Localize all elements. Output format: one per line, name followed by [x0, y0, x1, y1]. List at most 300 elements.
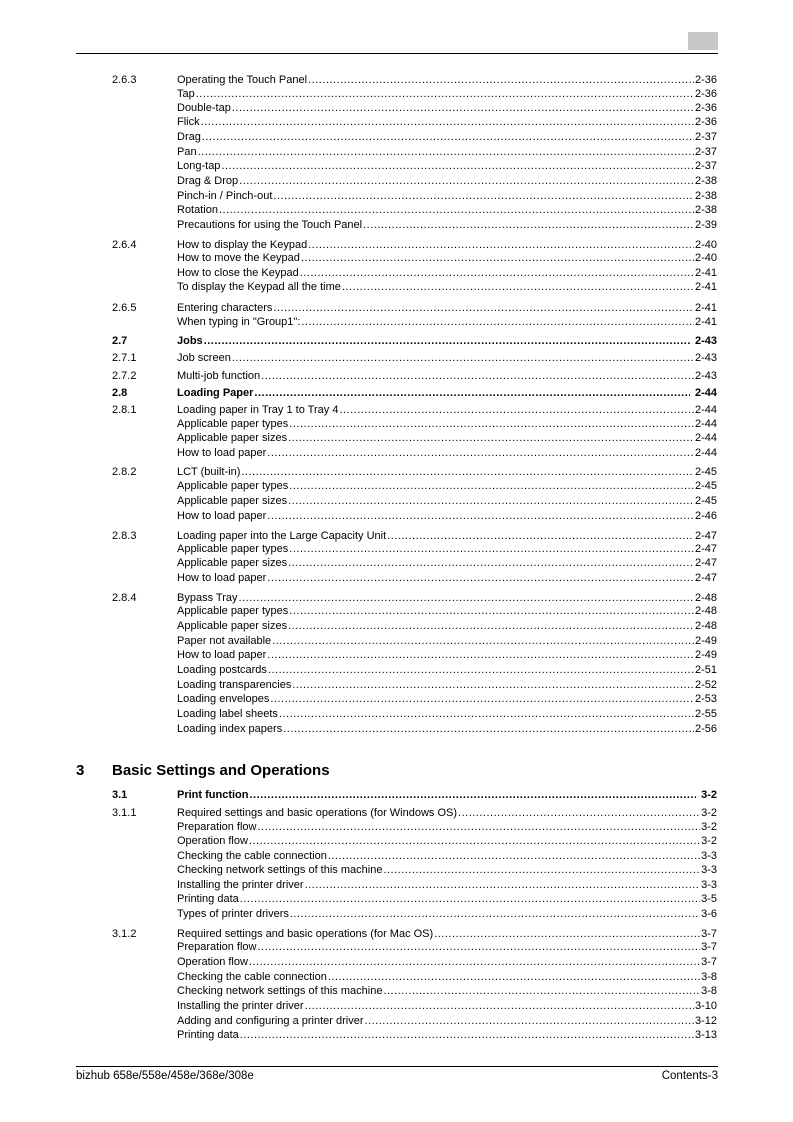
- toc-page-number: 3-12: [694, 1015, 717, 1027]
- toc-entry-line: [177, 849, 717, 863]
- toc-page-number: 2-44: [694, 404, 717, 416]
- toc-entry-title: Applicable paper sizes: [177, 432, 288, 444]
- toc-entry-line: [177, 619, 717, 633]
- toc-subentry[interactable]: [0, 145, 793, 159]
- toc-entry-title: Pinch-in / Pinch-out: [177, 190, 273, 202]
- toc-entry-title: Double-tap: [177, 102, 231, 114]
- toc-dot-leader: [232, 351, 694, 365]
- toc-subentry[interactable]: [0, 878, 793, 892]
- toc-entry-line: [177, 238, 717, 252]
- toc-dot-leader: [258, 940, 701, 954]
- toc-dot-leader: [198, 145, 694, 159]
- toc-subentry[interactable]: [0, 251, 793, 265]
- toc-entry-line: [177, 446, 717, 460]
- toc-page-number: 2-36: [694, 102, 717, 114]
- toc-entry-line: [177, 984, 717, 998]
- toc-entry-line: [177, 604, 717, 618]
- toc-dot-leader: [300, 266, 694, 280]
- toc-dot-leader: [268, 663, 694, 677]
- toc-entry-title: How to load paper: [177, 572, 267, 584]
- toc-section-number: 2.8.1: [112, 404, 137, 416]
- toc-entry-line: [177, 722, 717, 736]
- toc-page-number: 2-44: [694, 418, 717, 430]
- toc-entry-line: [177, 479, 717, 493]
- footer-product-name: bizhub 658e/558e/458e/368e/308e: [76, 1070, 254, 1082]
- toc-entry-line: [177, 203, 717, 217]
- toc-dot-leader: [289, 542, 694, 556]
- toc-entry-line: [177, 820, 717, 834]
- toc-entry-title: Loading transparencies: [177, 679, 292, 691]
- toc-entry-line: [177, 892, 717, 906]
- toc-dot-leader: [288, 619, 694, 633]
- toc-dot-leader: [254, 386, 690, 400]
- toc-subentry[interactable]: [0, 189, 793, 203]
- footer-divider: [76, 1066, 718, 1067]
- toc-dot-leader: [365, 1014, 694, 1028]
- toc-entry-title: Loading postcards: [177, 664, 267, 676]
- toc-dot-leader: [221, 159, 694, 173]
- toc-section-entry[interactable]: [0, 529, 793, 543]
- toc-page-number: 3-2: [701, 807, 717, 819]
- toc-subentry[interactable]: [0, 722, 793, 736]
- toc-dot-leader: [387, 529, 694, 543]
- toc-entry-line: [177, 542, 717, 556]
- toc-entry-line: [177, 130, 717, 144]
- toc-dot-leader: [273, 301, 694, 315]
- toc-subentry[interactable]: [0, 634, 793, 648]
- toc-subentry[interactable]: [0, 663, 793, 677]
- toc-entry-title: Print function: [177, 789, 249, 801]
- toc-entry-line: [177, 571, 717, 585]
- toc-page-number: 2-37: [694, 131, 717, 143]
- toc-dot-leader: [267, 446, 694, 460]
- toc-page-number: 2-47: [694, 530, 717, 542]
- toc-page-number: 2-51: [694, 664, 717, 676]
- toc-entry-title: How to move the Keypad: [177, 252, 300, 264]
- toc-page-number: 2-36: [694, 74, 717, 86]
- toc-dot-leader: [288, 494, 694, 508]
- toc-entry-line: [177, 634, 717, 648]
- toc-section-entry[interactable]: [0, 238, 793, 252]
- toc-page-number: 2-38: [694, 204, 717, 216]
- toc-page-number: 2-39: [694, 219, 717, 231]
- toc-page-number: 2-36: [694, 116, 717, 128]
- toc-entry-line: [177, 1014, 717, 1028]
- toc-subentry[interactable]: [0, 984, 793, 998]
- toc-subentry[interactable]: [0, 1014, 793, 1028]
- toc-page-number: 2-36: [694, 88, 717, 100]
- toc-subentry[interactable]: [0, 892, 793, 906]
- toc-entry-line: [177, 115, 717, 129]
- toc-subentry[interactable]: [0, 571, 793, 585]
- toc-page-number: 2-38: [694, 190, 717, 202]
- toc-entry-line: [177, 692, 717, 706]
- toc-entry-line: [177, 591, 717, 605]
- toc-section-entry[interactable]: [0, 334, 793, 348]
- toc-entry-title: Entering characters: [177, 302, 273, 314]
- toc-section-number: 2.8.2: [112, 466, 137, 478]
- toc-entry-line: [177, 87, 717, 101]
- toc-subentry[interactable]: [0, 479, 793, 493]
- toc-entry-line: [177, 251, 717, 265]
- toc-page-number: 2-44: [694, 387, 717, 399]
- toc-entry-line: [177, 417, 717, 431]
- toc-page-number: 2-48: [694, 605, 717, 617]
- toc-dot-leader: [308, 73, 694, 87]
- toc-entry-title: Loading paper in Tray 1 to Tray 4: [177, 404, 339, 416]
- toc-page-number: 2-48: [694, 620, 717, 632]
- toc-entry-title: Pan: [177, 146, 197, 158]
- toc-entry-line: [177, 509, 717, 523]
- toc-page-number: 2-43: [694, 352, 717, 364]
- toc-subentry[interactable]: [0, 556, 793, 570]
- toc-page-number: 3-10: [694, 1000, 717, 1012]
- toc-entry-line: [177, 788, 717, 802]
- toc-entry-line: [177, 663, 717, 677]
- chapter-number: 3: [76, 762, 85, 779]
- toc-entry-title: To display the Keypad all the time: [177, 281, 341, 293]
- toc-entry-line: [177, 145, 717, 159]
- toc-dot-leader: [305, 878, 701, 892]
- toc-dot-leader: [204, 334, 690, 348]
- toc-page-number: 3-6: [701, 908, 717, 920]
- toc-entry-title: Operation flow: [177, 956, 248, 968]
- header-tab-marker: [688, 32, 718, 50]
- toc-section-number: 3.1.1: [112, 807, 137, 819]
- toc-dot-leader: [258, 820, 701, 834]
- toc-entry-line: [177, 999, 717, 1013]
- toc-subentry[interactable]: [0, 218, 793, 232]
- toc-entry-title: Installing the printer driver: [177, 879, 304, 891]
- toc-subentry[interactable]: [0, 970, 793, 984]
- toc-entry-title: Paper not available: [177, 635, 272, 647]
- toc-section-number: 2.7.1: [112, 352, 137, 364]
- toc-page-number: 3-13: [694, 1029, 717, 1041]
- toc-dot-leader: [241, 465, 694, 479]
- toc-entry-title: Checking network settings of this machine: [177, 864, 383, 876]
- toc-section-entry[interactable]: [0, 73, 793, 87]
- toc-dot-leader: [250, 788, 697, 802]
- toc-subentry[interactable]: [0, 494, 793, 508]
- toc-dot-leader: [458, 806, 700, 820]
- toc-entry-line: [177, 927, 717, 941]
- toc-dot-leader: [267, 571, 694, 585]
- toc-subentry[interactable]: [0, 678, 793, 692]
- toc-entry-title: Loading envelopes: [177, 693, 270, 705]
- toc-subentry[interactable]: [0, 648, 793, 662]
- toc-entry-line: [177, 648, 717, 662]
- toc-entry-title: Operation flow: [177, 835, 248, 847]
- toc-entry-title: Operating the Touch Panel: [177, 74, 308, 86]
- toc-page-number: 2-41: [694, 281, 717, 293]
- toc-dot-leader: [267, 648, 694, 662]
- toc-entry-title: Types of printer drivers: [177, 908, 289, 920]
- toc-page-number: 2-47: [694, 557, 717, 569]
- toc-entry-title: Flick: [177, 116, 200, 128]
- toc-entry-title: Preparation flow: [177, 941, 257, 953]
- toc-page-number: 2-56: [694, 723, 717, 735]
- toc-dot-leader: [305, 999, 694, 1013]
- toc-page-number: 3-7: [701, 941, 717, 953]
- toc-dot-leader: [339, 403, 694, 417]
- toc-entry-title: Applicable paper sizes: [177, 495, 288, 507]
- toc-subentry[interactable]: [0, 692, 793, 706]
- toc-page-number: 2-41: [694, 267, 717, 279]
- toc-dot-leader: [232, 101, 694, 115]
- toc-page-number: 2-46: [694, 510, 717, 522]
- toc-page-number: 2-41: [694, 316, 717, 328]
- toc-section-number: 2.8.3: [112, 530, 137, 542]
- toc-entry-title: Loading label sheets: [177, 708, 278, 720]
- toc-dot-leader: [239, 174, 694, 188]
- toc-entry-line: [177, 863, 717, 877]
- toc-entry-title: Bypass Tray: [177, 592, 238, 604]
- toc-dot-leader: [290, 907, 700, 921]
- toc-page-number: 2-43: [694, 335, 717, 347]
- toc-section-number: 2.6.3: [112, 74, 137, 86]
- toc-entry-line: [177, 218, 717, 232]
- toc-dot-leader: [308, 238, 694, 252]
- toc-section-entry[interactable]: [0, 386, 793, 400]
- toc-entry-title: LCT (built-in): [177, 466, 241, 478]
- toc-entry-title: Installing the printer driver: [177, 1000, 304, 1012]
- toc-entry-line: [177, 940, 717, 954]
- toc-entry-line: [177, 280, 717, 294]
- toc-subentry[interactable]: [0, 1028, 793, 1042]
- toc-entry-title: Applicable paper sizes: [177, 620, 288, 632]
- toc-page-number: 3-7: [701, 928, 717, 940]
- toc-page-number: 2-47: [694, 572, 717, 584]
- toc-entry-line: [177, 834, 717, 848]
- toc-section-entry[interactable]: [0, 927, 793, 941]
- toc-subentry[interactable]: [0, 174, 793, 188]
- toc-subentry[interactable]: [0, 315, 793, 329]
- toc-subentry[interactable]: [0, 417, 793, 431]
- toc-section-number: 2.7: [112, 335, 128, 347]
- toc-subentry[interactable]: [0, 863, 793, 877]
- toc-dot-leader: [196, 87, 694, 101]
- toc-subentry[interactable]: [0, 87, 793, 101]
- toc-page-number: 3-8: [701, 971, 717, 983]
- toc-dot-leader: [273, 189, 694, 203]
- toc-section-number: 2.6.5: [112, 302, 137, 314]
- toc-section-number: 2.8.4: [112, 592, 137, 604]
- toc-subentry[interactable]: [0, 542, 793, 556]
- toc-entry-line: [177, 159, 717, 173]
- toc-entry-line: [177, 955, 717, 969]
- toc-page-number: 2-41: [694, 302, 717, 314]
- toc-subentry[interactable]: [0, 820, 793, 834]
- toc-dot-leader: [240, 1028, 694, 1042]
- toc-dot-leader: [239, 591, 694, 605]
- toc-entry-title: Tap: [177, 88, 195, 100]
- toc-subentry[interactable]: [0, 280, 793, 294]
- toc-dot-leader: [301, 315, 694, 329]
- toc-subentry[interactable]: [0, 203, 793, 217]
- toc-dot-leader: [363, 218, 694, 232]
- toc-page-number: 2-55: [694, 708, 717, 720]
- toc-entry-line: [177, 334, 717, 348]
- toc-entry-line: [177, 529, 717, 543]
- toc-dot-leader: [201, 115, 694, 129]
- toc-entry-line: [177, 351, 717, 365]
- toc-subentry[interactable]: [0, 619, 793, 633]
- toc-page-number: 2-45: [694, 480, 717, 492]
- toc-dot-leader: [342, 280, 694, 294]
- toc-dot-leader: [249, 834, 700, 848]
- toc-page-number: 3-8: [701, 985, 717, 997]
- toc-page-number: 2-40: [694, 239, 717, 251]
- toc-page-number: 2-37: [694, 160, 717, 172]
- toc-dot-leader: [289, 479, 694, 493]
- toc-page-number: 2-53: [694, 693, 717, 705]
- toc-section-entry[interactable]: [0, 806, 793, 820]
- toc-subentry[interactable]: [0, 266, 793, 280]
- toc-entry-title: Required settings and basic operations (for Mac OS): [177, 928, 434, 940]
- toc-entry-title: Job screen: [177, 352, 231, 364]
- toc-entry-title: How to load paper: [177, 649, 267, 661]
- toc-page-number: 3-2: [701, 789, 717, 801]
- toc-entry-title: Loading paper into the Large Capacity Unit: [177, 530, 387, 542]
- toc-entry-title: Rotation: [177, 204, 218, 216]
- toc-page-number: 2-37: [694, 146, 717, 158]
- toc-entry-title: How to load paper: [177, 447, 267, 459]
- toc-entry-title: Adding and configuring a printer driver: [177, 1015, 364, 1027]
- toc-section-entry[interactable]: [0, 403, 793, 417]
- toc-entry-line: [177, 970, 717, 984]
- toc-entry-title: Printing data: [177, 893, 239, 905]
- toc-entry-title: Jobs: [177, 335, 203, 347]
- toc-entry-title: Long-tap: [177, 160, 221, 172]
- toc-entry-line: [177, 465, 717, 479]
- toc-dot-leader: [383, 984, 700, 998]
- toc-page-number: 2-49: [694, 649, 717, 661]
- toc-subentry[interactable]: [0, 446, 793, 460]
- toc-entry-title: Checking network settings of this machine: [177, 985, 383, 997]
- toc-dot-leader: [328, 849, 700, 863]
- toc-entry-title: How to display the Keypad: [177, 239, 308, 251]
- toc-section-number: 2.8: [112, 387, 128, 399]
- toc-entry-title: Applicable paper types: [177, 418, 289, 430]
- toc-page-number: 3-2: [701, 821, 717, 833]
- toc-entry-title: Drag: [177, 131, 201, 143]
- toc-entry-title: Applicable paper types: [177, 543, 289, 555]
- toc-entry-title: Preparation flow: [177, 821, 257, 833]
- toc-entry-title: Applicable paper sizes: [177, 557, 288, 569]
- toc-page-number: 3-7: [701, 956, 717, 968]
- toc-page-number: 2-45: [694, 466, 717, 478]
- toc-subentry[interactable]: [0, 509, 793, 523]
- toc-entry-line: [177, 907, 717, 921]
- toc-section-number: 2.7.2: [112, 370, 137, 382]
- toc-page-number: 2-44: [694, 447, 717, 459]
- toc-section-entry[interactable]: [0, 369, 793, 383]
- toc-section-entry[interactable]: [0, 788, 793, 802]
- toc-section-number: 2.6.4: [112, 239, 137, 251]
- toc-subentry[interactable]: [0, 130, 793, 144]
- toc-subentry[interactable]: [0, 707, 793, 721]
- toc-entry-line: [177, 301, 717, 315]
- toc-entry-line: [177, 386, 717, 400]
- toc-entry-line: [177, 315, 717, 329]
- chapter-title[interactable]: Basic Settings and Operations: [112, 762, 330, 779]
- toc-page-number: 3-5: [701, 893, 717, 905]
- toc-dot-leader: [289, 417, 694, 431]
- toc-page-number: 2-38: [694, 175, 717, 187]
- toc-entry-title: Checking the cable connection: [177, 850, 327, 862]
- toc-section-entry[interactable]: [0, 591, 793, 605]
- toc-dot-leader: [328, 970, 700, 984]
- toc-entry-title: Loading index papers: [177, 723, 283, 735]
- toc-section-entry[interactable]: [0, 301, 793, 315]
- toc-subentry[interactable]: [0, 159, 793, 173]
- toc-page-number: 3-3: [701, 864, 717, 876]
- toc-dot-leader: [292, 678, 694, 692]
- toc-entry-line: [177, 73, 717, 87]
- toc-section-entry[interactable]: [0, 351, 793, 365]
- toc-entry-title: Multi-job function: [177, 370, 261, 382]
- toc-dot-leader: [270, 692, 694, 706]
- toc-entry-title: How to load paper: [177, 510, 267, 522]
- toc-entry-line: [177, 806, 717, 820]
- toc-subentry[interactable]: [0, 101, 793, 115]
- toc-subentry[interactable]: [0, 999, 793, 1013]
- toc-dot-leader: [283, 722, 694, 736]
- toc-dot-leader: [301, 251, 694, 265]
- toc-entry-line: [177, 494, 717, 508]
- toc-entry-title: How to close the Keypad: [177, 267, 299, 279]
- toc-entry-line: [177, 1028, 717, 1042]
- toc-entry-line: [177, 189, 717, 203]
- toc-dot-leader: [279, 707, 694, 721]
- toc-page-number: 2-48: [694, 592, 717, 604]
- toc-subentry[interactable]: [0, 431, 793, 445]
- toc-dot-leader: [288, 431, 694, 445]
- footer-page-number: Contents-3: [661, 1070, 718, 1082]
- toc-entry-title: When typing in "Group1":: [177, 316, 301, 328]
- toc-entry-line: [177, 369, 717, 383]
- toc-dot-leader: [261, 369, 694, 383]
- toc-page-number: 2-52: [694, 679, 717, 691]
- toc-entry-line: [177, 266, 717, 280]
- toc-entry-line: [177, 556, 717, 570]
- toc-entry-line: [177, 403, 717, 417]
- toc-page-number: 3-3: [701, 879, 717, 891]
- toc-subentry[interactable]: [0, 604, 793, 618]
- toc-dot-leader: [434, 927, 700, 941]
- toc-subentry[interactable]: [0, 955, 793, 969]
- toc-entry-title: Loading Paper: [177, 387, 254, 399]
- toc-page-number: 3-3: [701, 850, 717, 862]
- toc-entry-title: Checking the cable connection: [177, 971, 327, 983]
- toc-entry-title: Drag & Drop: [177, 175, 239, 187]
- toc-dot-leader: [202, 130, 694, 144]
- toc-subentry[interactable]: [0, 849, 793, 863]
- toc-subentry[interactable]: [0, 115, 793, 129]
- toc-entry-title: Printing data: [177, 1029, 239, 1041]
- toc-section-number: 3.1: [112, 789, 128, 801]
- toc-page-number: 2-43: [694, 370, 717, 382]
- toc-subentry[interactable]: [0, 907, 793, 921]
- toc-entry-line: [177, 878, 717, 892]
- toc-entry-line: [177, 707, 717, 721]
- toc-page-number: 2-44: [694, 432, 717, 444]
- toc-subentry[interactable]: [0, 834, 793, 848]
- toc-subentry[interactable]: [0, 940, 793, 954]
- toc-entry-line: [177, 431, 717, 445]
- toc-page-number: 2-49: [694, 635, 717, 647]
- toc-section-entry[interactable]: [0, 465, 793, 479]
